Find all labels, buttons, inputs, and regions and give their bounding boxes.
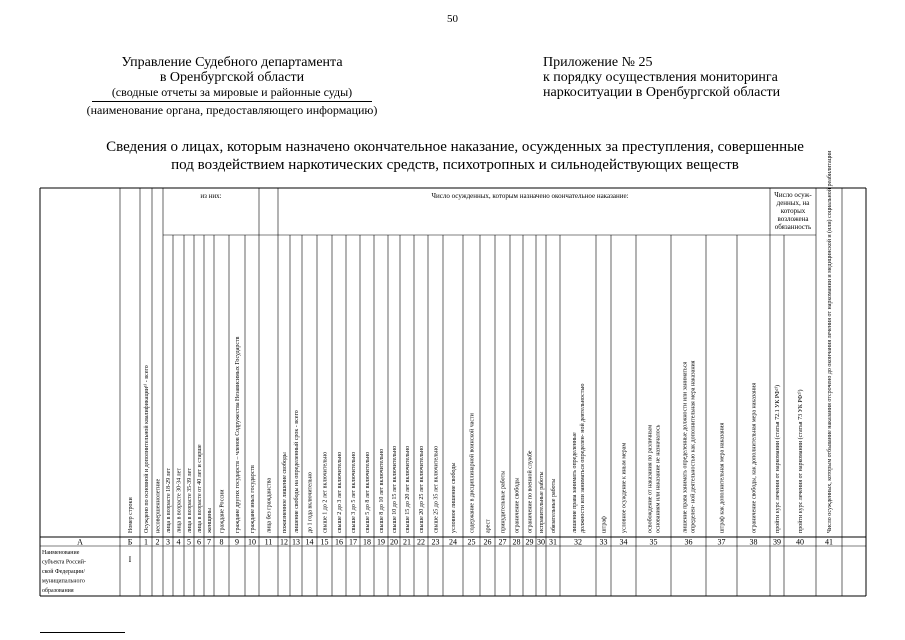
- column-header-32: обязательные работы: [551, 478, 557, 533]
- column-header-33-b: должности или заниматься определен- ной деятельностью: [580, 383, 586, 533]
- numbering-cell-10: 9: [235, 537, 239, 547]
- column-header-35: условное осуждение к иным мерам: [621, 442, 628, 533]
- page-number: 50: [447, 13, 458, 25]
- numbering-cell-33: 32: [574, 537, 582, 547]
- row-label-line-4: образования: [42, 588, 74, 594]
- numbering-cell-25: 24: [449, 537, 457, 547]
- group-header-obligated-line-0: Число осуж-: [774, 191, 812, 199]
- organization-line-3: (сводные отчеты за мировые и районные суды): [111, 85, 353, 99]
- numbering-cell-24: 23: [431, 537, 440, 547]
- organization-line-2: в Оренбургской области: [159, 70, 305, 85]
- column-header-25: условное лишение свободы: [451, 462, 457, 533]
- numbering-cell-8: 7: [207, 537, 211, 547]
- numbering-cell-29: 28: [512, 537, 521, 547]
- numbering-cell-41: 40: [796, 537, 804, 547]
- column-header-7: лица в возрасте от 40 лет и старше: [197, 444, 203, 533]
- numbering-cell-18: 17: [349, 537, 357, 547]
- column-header-41: пройти курс лечения от наркомании (статья 73 УК РФ²⁾): [798, 389, 804, 533]
- column-header-6: лица в возрасте 35-39 лет: [187, 468, 193, 533]
- numbering-cell-22: 21: [403, 537, 411, 547]
- column-header-19: свыше 5 до 8 лет включительно: [365, 451, 371, 533]
- column-header-26: содержание в дисциплинарной воинской части: [469, 413, 476, 533]
- column-header-36-b: основаниям или наказание не назначалось: [655, 424, 662, 533]
- numbering-cell-40: 39: [773, 537, 781, 547]
- numbering-cell-34: 33: [599, 537, 608, 547]
- column-header-9: граждане России: [219, 489, 226, 533]
- organization-caption: (наименование органа, предоставляющего информацию): [86, 103, 378, 117]
- group-header-obligated-line-2: которых: [780, 207, 806, 215]
- numbering-cell-28: 27: [498, 537, 507, 547]
- column-header-36-a: освобождение от наказания по различным: [647, 424, 654, 533]
- numbering-cell-30: 29: [525, 537, 534, 547]
- column-header-21: свыше 10 до 15 лет включительно: [392, 445, 398, 533]
- column-header-37-b: определен- ной деятельностью как дополнительная мера наказания: [690, 360, 697, 533]
- numbering-cell-0: А: [77, 537, 83, 547]
- numbering-cell-19: 18: [363, 537, 371, 547]
- column-header-33-a: лишение права занимать определенные: [572, 432, 578, 533]
- column-header-27: арест: [485, 519, 492, 533]
- row-label-line-0: Наименование: [42, 550, 80, 556]
- report-title-line-2: под воздействием наркотических средств, психотропных и сильнодействующих веществ: [171, 157, 739, 173]
- numbering-cell-4: 3: [166, 537, 170, 547]
- column-header-20: свыше 8 до 10 лет включительно: [379, 448, 385, 533]
- column-header-18: свыше 3 до 5 лет включительно: [351, 451, 357, 533]
- column-header-15: до 1 года включительно: [307, 472, 314, 533]
- row-label-line-3: муниципального: [42, 578, 85, 585]
- column-header-40: пройти курс лечения от наркомании (статья 72.1 УК РФ²⁾): [775, 384, 781, 533]
- numbering-cell-16: 15: [320, 537, 329, 547]
- group-header-obligated-line-3: возложена: [777, 215, 809, 223]
- column-header-11: граждане иных государств: [250, 465, 256, 533]
- row-label-line-1: субъекта Россий-: [42, 559, 86, 566]
- numbering-cell-23: 22: [417, 537, 425, 547]
- column-header-22: свыше 15 до 20 лет включительно: [405, 445, 411, 533]
- table-grid: [40, 188, 866, 596]
- group-header-sentenced: Число осужденных, которым назначено окончательное наказание:: [431, 192, 629, 200]
- appendix-line-2: к порядку осуществления мониторинга: [543, 70, 778, 85]
- column-header-30: ограничение по военной службе: [527, 450, 534, 533]
- column-header-5: лица в возрасте 30-34 лет: [176, 468, 183, 533]
- numbering-cell-5: 4: [176, 537, 181, 547]
- column-header-4: лица в возрасте 18-29 лет: [166, 468, 172, 533]
- numbering-cell-12: 11: [264, 537, 273, 547]
- numbering-cell-35: 34: [619, 537, 628, 547]
- numbering-cell-27: 26: [483, 537, 492, 547]
- numbering-cell-7: 6: [197, 537, 201, 547]
- table-labels: [42, 150, 833, 594]
- numbering-cell-36: 35: [649, 537, 658, 547]
- column-header-12: лица без гражданства: [266, 477, 273, 533]
- numbering-cell-17: 16: [335, 537, 343, 547]
- row-label-line-2: ской Федерации/: [42, 569, 85, 575]
- column-header-24: свыше 25 до 35 лет включительно: [433, 445, 440, 533]
- numbering-cell-14: 13: [292, 537, 300, 547]
- column-header-28: принудительные работы: [500, 470, 507, 533]
- column-header-2: Осуждено по основной и дополнительной квалификации¹⁾ - всего: [144, 365, 150, 533]
- group-header-obligated-line-1: денных, на: [776, 199, 810, 207]
- numbering-cell-6: 5: [187, 537, 191, 547]
- report-title-line-1: Сведения о лицах, которым назначено окончательное наказание, осужденных за преступления, совершенные: [106, 139, 804, 155]
- organization-line-1: Управление Судебного департамента: [121, 55, 343, 70]
- column-header-17: свыше 2 до 3 лет включительно: [337, 451, 343, 533]
- numbering-cell-11: 10: [248, 537, 256, 547]
- column-header-34: штраф: [601, 516, 608, 533]
- row-number: I: [128, 555, 132, 564]
- column-header-8: женщины: [207, 507, 213, 533]
- column-header-3: несовершеннолетние: [155, 478, 162, 533]
- column-header-10: граждане других государств – членов Содружества Независимых Государств: [235, 336, 241, 533]
- column-header-39: ограничение свободы, как дополнительная мера наказания: [751, 382, 758, 533]
- column-header-16: свыше 1 до 2 лет включительно: [322, 451, 329, 533]
- numbering-cell-2: 1: [144, 537, 148, 547]
- numbering-cell-20: 19: [377, 537, 385, 547]
- numbering-cell-15: 14: [305, 537, 314, 547]
- footnote-rule: [40, 632, 125, 633]
- numbering-cell-38: 37: [717, 537, 726, 547]
- column-header-13: пожизненное лишение свободы: [282, 452, 288, 533]
- column-header-31: исправительные работы: [539, 471, 545, 533]
- numbering-cell-37: 36: [684, 537, 693, 547]
- numbering-cell-42: 41: [825, 537, 833, 547]
- numbering-cell-32: 31: [549, 537, 557, 547]
- group-header-obligated-line-4: обязанность: [774, 223, 812, 231]
- appendix-line-3: наркоситуации в Оренбургской области: [543, 85, 781, 100]
- group-header-of-them: из них:: [200, 192, 222, 200]
- numbering-cell-21: 20: [390, 537, 398, 547]
- numbering-cell-1: Б: [127, 537, 133, 547]
- column-header-38: штраф как дополнительная мера наказания: [719, 422, 726, 533]
- numbering-cell-9: 8: [219, 537, 224, 547]
- column-header-14: лишение свободы на определенный срок - всего: [294, 410, 300, 533]
- numbering-cell-3: 2: [155, 537, 160, 547]
- column-header-1: Номер строки: [128, 497, 134, 533]
- appendix-line-1: Приложение № 25: [543, 55, 653, 70]
- numbering-cell-26: 25: [467, 537, 476, 547]
- column-header-42: Число осужденных, которым отбывание наказания отсрочено до окончания лечения от наркомании и медицинской и (или) социальной реабилитации: [827, 150, 833, 533]
- column-header-37-a: лишение права занимать определенные должности или заниматься: [682, 361, 689, 533]
- column-header-23: свыше 20 до 25 лет включительно: [419, 445, 425, 533]
- numbering-cell-39: 38: [749, 537, 758, 547]
- numbering-cell-13: 12: [280, 537, 288, 547]
- numbering-cell-31: 30: [537, 537, 545, 547]
- column-header-29: ограничение свободы: [514, 477, 521, 533]
